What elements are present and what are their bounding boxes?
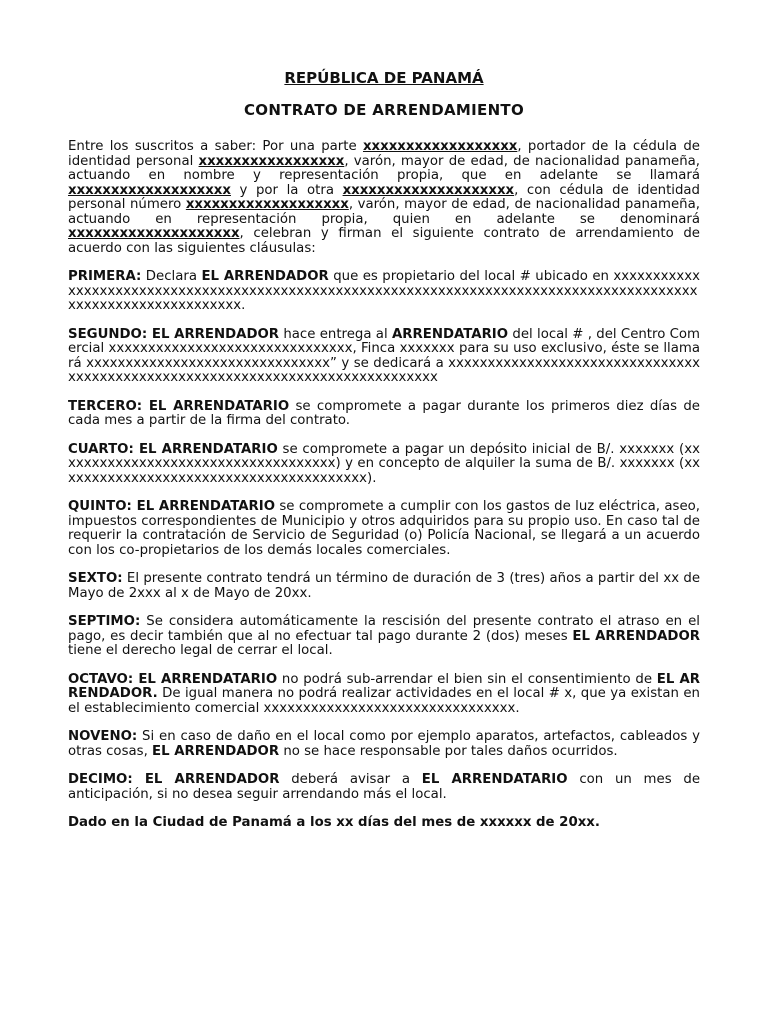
intro-text: y por la otra [230,182,343,198]
intro-paragraph [68,140,700,256]
clause-text: Se considera automáticamente la rescisión del presente contrato el atraso en el pago, es decir también que al no efectuar tal pago durante 2 (dos) meses [68,614,700,644]
clause-text: Declara [141,269,202,284]
clause-bold: EL ARRENDATARIO [131,499,276,514]
contract-title: CONTRATO DE ARRENDAMIENTO [243,101,525,119]
party1-id: xxxxxxxxxxxxxxxxx [198,153,345,169]
clause-label: OCTAVO: [68,671,134,687]
clause-text: hace entrega al [279,326,392,342]
clause-label: SEPTIMO: [68,614,141,629]
intro-text: , varón, mayor de edad, de nacionalidad panameña, actuando en representación propia, quien en adelante se denominará [68,197,700,227]
party2-id: xxxxxxxxxxxxxxxxxxx [185,197,349,212]
clause-octavo [68,673,700,717]
clause-text: De igual manera no podrá realizar actividades en el local # x, que ya existan en el establecimiento comercial xxxxxxxxxxxxxxxxxxxxxxxxxxxxxxxx. [68,686,700,716]
intro-text: , portador de la cédula de identidad personal [68,139,700,169]
clause-bold: EL ARRENDADOR [572,628,700,644]
clause-bold: EL ARRENDADOR [201,269,329,284]
clause-label: TERCERO: [68,398,143,414]
clause-segundo [68,328,700,386]
intro-text: , varón, mayor de edad, de nacionalidad panameña, actuando en nombre y representación propia, que en adelante se llamará [68,153,701,183]
clause-bold: EL ARRENDATARIO [142,398,290,414]
clause-label: NOVENO: [68,729,138,744]
clause-quinto [68,500,700,558]
clause-label: DECIMO: [68,772,133,787]
party2-name: xxxxxxxxxxxxxxxxxxxx [342,182,515,198]
clause-bold: EL ARRENDADOR [147,326,280,342]
clause-primera [68,270,700,314]
intro-text: Entre los suscritos a saber: Por una parte [68,139,363,154]
clause-text: deberá avisar a [279,772,422,787]
clause-text: no se hace responsable por tales daños ocurridos. [279,743,618,759]
clause-sexto [68,572,700,601]
party2-alias: xxxxxxxxxxxxxxxxxxxx [68,226,240,241]
clause-text: con un mes de anticipación, si no desea seguir arrendando más el local. [68,772,700,802]
clause-tercero [68,400,700,429]
clause-label: QUINTO: [68,499,132,514]
clause-bold: EL ARRENDADOR [152,743,280,759]
clause-bold: EL ARRENDADOR [132,772,280,787]
clause-text: se compromete a pagar un depósito inicial de B/. xxxxxxx (xxxxxxxxxxxxxxxxxxxxxxxxxxxxxxxxxxxx) y en concepto de alquiler la suma de B/. xxxxxxx (xxxxxxxxxxxxxxxxxxxxxxxxxxxxxxxxxxxxxxxx). [68,441,700,486]
clause-text: tiene el derecho legal de cerrar el local. [68,643,333,658]
party1-alias: xxxxxxxxxxxxxxxxxxx [68,182,231,198]
clause-bold: ARRENDATARIO [391,326,509,342]
party1-name: xxxxxxxxxxxxxxxxxx [362,139,518,154]
clause-label: SEXTO: [68,571,123,586]
clause-label: CUARTO: [68,441,134,457]
clause-decimo [68,773,700,802]
clause-label: PRIMERA: [68,269,142,284]
closing-statement: Dado en la Ciudad de Panamá a los xx días del mes de xxxxxx de 20xx. [68,815,600,830]
clause-bold: EL ARRENDATARIO [421,772,568,787]
clause-text: El presente contrato tendrá un término de duración de 3 (tres) años a partir del xx de Mayo de 2xxx al x de Mayo de 20xx. [68,571,700,601]
intro-text: , celebran y firman el siguiente contrato de arrendamiento de acuerdo con las siguientes cláusulas: [68,226,700,256]
clause-text: del local # , del Centro Comercial xxxxxxxxxxxxxxxxxxxxxxxxxxxxxxx, Finca xxxxxxx para su uso exclusivo, éste se llamará xxxxxxxxxxxxxxxxxxxxxxxxxxxxxxx” y se dedicará a xxxxxxxxxxxxxxxxxxxxxxxxxxxxxxxxxxxxxxxxxxxxxxxxxxxxxxxxxxxxxxxxxxxxxxxxxxxxxxx [68,326,701,385]
clause-label: SEGUNDO: [68,326,148,342]
clause-bold: EL ARRENDATARIO [133,441,278,457]
clause-bold: EL ARRENDATARIO [133,671,278,687]
clause-text: que es propietario del local # ubicado en xxxxxxxxxxxxxxxxxxxxxxxxxxxxxxxxxxxxxxxxxxxxxxxxxxxxxxxxxxxxxxxxxxxxxxxxxxxxxxxxxxxxxxxxxxxxxxxxxxxxxxxxxxxxxxxxx. [68,269,700,313]
clause-septimo [68,615,700,659]
clause-text: se compromete a cumplir con los gastos de luz eléctrica, aseo, impuestos correspondientes de Municipio y otros adquiridos para su propio uso. En caso tal de requerir la contratación de Servicio de Seguridad (o) Policía Nacional, se llegará a un acuerdo con los co-propietarios de los demás locales comerciales. [68,499,700,558]
clause-cuarto [68,443,700,487]
clause-text: no podrá sub-arrendar el bien sin el consentimiento de [277,671,657,687]
clause-bold: EL ARRENDADOR. [68,671,701,701]
clause-text: Si en caso de daño en el local como por ejemplo aparatos, artefactos, cableados y otras cosas, [68,729,700,759]
clause-text: se compromete a pagar durante los primeros diez días de cada mes a partir de la firma del contrato. [68,398,700,428]
country-heading: REPÚBLICA DE PANAMÁ [284,69,484,87]
clause-noveno [68,730,700,759]
intro-text: , con cédula de identidad personal número [68,182,701,212]
